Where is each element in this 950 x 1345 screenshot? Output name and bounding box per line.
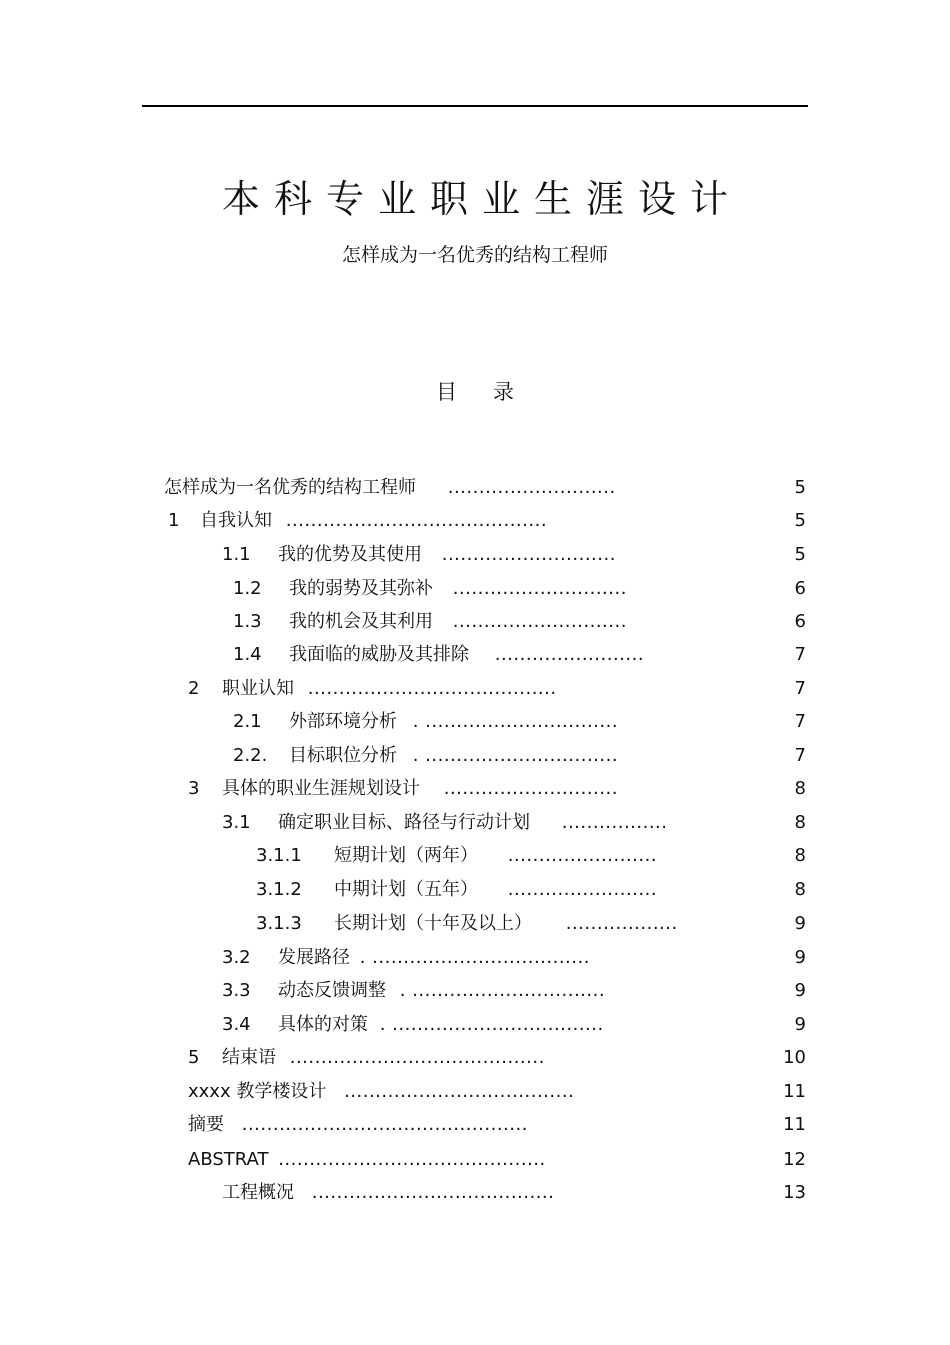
toc-entry[interactable] — [188, 1146, 546, 1174]
toc-entry-page: 9 — [794, 1014, 806, 1035]
toc-entry-page: 11 — [783, 1081, 806, 1102]
toc-entry-page: 7 — [794, 745, 806, 766]
toc-entry[interactable] — [256, 876, 657, 904]
toc-entry[interactable] — [256, 842, 657, 870]
toc-entry-page: 11 — [783, 1114, 806, 1135]
toc-entry-label: 职业认知 — [222, 678, 294, 699]
toc-entry-label: 具体的对策 — [278, 1014, 368, 1035]
toc-entry-page: 7 — [794, 678, 806, 699]
toc-entry-label: 摘要 — [188, 1114, 224, 1135]
toc-entry-leader: ..................................... — [344, 1081, 575, 1102]
toc-heading: 目录 — [436, 380, 550, 404]
toc-entry-label: xxxx 教学楼设计 — [188, 1081, 327, 1102]
toc-entry[interactable] — [222, 809, 668, 837]
toc-entry[interactable] — [222, 944, 590, 972]
toc-entry[interactable] — [188, 1078, 574, 1106]
toc-entry[interactable] — [188, 1044, 545, 1072]
toc-entry[interactable] — [188, 1111, 528, 1139]
toc-entry-page: 7 — [794, 644, 806, 665]
toc-entry-leader: ................. — [561, 812, 668, 833]
toc-entry-number: 2.2. — [233, 745, 268, 766]
toc-entry-label: 我的优势及其使用 — [278, 544, 422, 565]
toc-entry-page: 5 — [794, 510, 806, 531]
toc-entry-leader: ........................ — [507, 845, 658, 866]
toc-entry-page: 13 — [783, 1182, 806, 1203]
toc-entry-leader: ............................ — [452, 611, 627, 632]
toc-entry-leader: ............................ — [443, 778, 618, 799]
toc-entry-number: 3.3 — [222, 980, 251, 1001]
toc-entry-page: 7 — [794, 711, 806, 732]
toc-entry-page: 9 — [794, 980, 806, 1001]
toc-entry-page: 8 — [794, 879, 806, 900]
header-rule — [142, 105, 808, 107]
toc-entry-number: 3 — [188, 778, 200, 799]
toc-entry-number: 3.1.2 — [256, 879, 302, 900]
toc-entry-leader: . ............................... — [412, 745, 619, 766]
toc-entry[interactable] — [233, 708, 618, 736]
toc-entry-leader: . ............................... — [399, 980, 606, 1001]
toc-entry-page: 10 — [783, 1047, 806, 1068]
toc-entry-label: 我面临的威胁及其排除 — [289, 644, 469, 665]
toc-entry[interactable] — [168, 507, 547, 535]
toc-entry[interactable] — [233, 641, 644, 669]
toc-entry-leader: ........................................ — [307, 678, 557, 699]
toc-entry-label: 短期计划（两年） — [334, 845, 478, 866]
toc-entry[interactable] — [222, 1011, 604, 1039]
toc-entry-page: 6 — [794, 611, 806, 632]
toc-entry[interactable] — [222, 1179, 554, 1207]
toc-entry-number: 1 — [168, 510, 180, 531]
toc-entry-label: 确定职业目标、路径与行动计划 — [278, 812, 530, 833]
toc-entry-leader: ........................ — [507, 879, 658, 900]
toc-entry-page: 5 — [794, 477, 806, 498]
toc-entry[interactable] — [188, 675, 557, 703]
toc-entry[interactable] — [233, 742, 618, 770]
toc-entry-label: 动态反馈调整 — [278, 980, 386, 1001]
toc-entry-leader: ......................................... — [289, 1047, 545, 1068]
toc-entry-leader: . ............................... — [412, 711, 619, 732]
toc-entry-number: 1.4 — [233, 644, 262, 665]
toc-entry-page: 8 — [794, 845, 806, 866]
toc-entry-page: 12 — [783, 1149, 806, 1170]
toc-entry-label: ABSTRAT — [188, 1149, 269, 1170]
toc-entry-label: 我的机会及其利用 — [289, 611, 433, 632]
document-subtitle: 怎样成为一名优秀的结构工程师 — [341, 244, 608, 266]
toc-entry-number: 3.1.1 — [256, 845, 302, 866]
toc-entry-page: 9 — [794, 947, 806, 968]
toc-entry-page: 6 — [794, 578, 806, 599]
toc-entry-label: 自我认知 — [200, 510, 272, 531]
toc-entry-number: 5 — [188, 1047, 200, 1068]
toc-entry-leader: .......................................... — [285, 510, 548, 531]
toc-entry-label: 外部环境分析 — [289, 711, 397, 732]
toc-entry[interactable] — [222, 541, 616, 569]
toc-entry-label: 工程概况 — [222, 1182, 294, 1203]
toc-entry-page: 8 — [794, 778, 806, 799]
toc-entry[interactable] — [188, 775, 618, 803]
toc-entry-number: 3.2 — [222, 947, 251, 968]
toc-entry-label: 目标职位分析 — [289, 745, 397, 766]
toc-entry-number: 2 — [188, 678, 200, 699]
toc-entry-label: 怎样成为一名优秀的结构工程师 — [164, 477, 416, 498]
toc-entry-number: 1.1 — [222, 544, 251, 565]
toc-entry[interactable] — [256, 910, 678, 938]
toc-entry-number: 3.1 — [222, 812, 251, 833]
toc-entry[interactable] — [222, 977, 605, 1005]
toc-entry-leader: ........................................... — [278, 1149, 546, 1170]
toc-entry-leader: ............................ — [452, 578, 627, 599]
toc-entry-page: 9 — [794, 913, 806, 934]
toc-entry-leader: .................. — [565, 913, 678, 934]
toc-entry-leader: . .................................. — [379, 1014, 604, 1035]
toc-entry-leader: ........................ — [494, 644, 645, 665]
toc-entry-page: 8 — [794, 812, 806, 833]
toc-entry-number: 1.3 — [233, 611, 262, 632]
toc-entry-label: 中期计划（五年） — [334, 879, 478, 900]
document-title: 本科专业职业生涯设计 — [221, 177, 742, 221]
toc-entry[interactable] — [233, 575, 627, 603]
toc-entry-label: 我的弱势及其弥补 — [289, 578, 433, 599]
toc-entry[interactable] — [164, 474, 616, 502]
toc-entry-page: 5 — [794, 544, 806, 565]
toc-entry-label: 具体的职业生涯规划设计 — [222, 778, 420, 799]
toc-entry-label: 长期计划（十年及以上） — [334, 913, 532, 934]
toc-entry-number: 1.2 — [233, 578, 262, 599]
toc-entry-leader: . ................................... — [359, 947, 590, 968]
toc-entry-label: 发展路径 — [278, 947, 350, 968]
toc-entry-leader: .............................................. — [241, 1114, 528, 1135]
toc-entry-number: 2.1 — [233, 711, 262, 732]
toc-entry-leader: ............................ — [441, 544, 616, 565]
toc-entry-label: 结束语 — [222, 1047, 276, 1068]
toc-entry-number: 3.4 — [222, 1014, 251, 1035]
toc-entry-number: 3.1.3 — [256, 913, 302, 934]
toc-entry-leader: ........................... — [447, 477, 616, 498]
toc-entry-leader: ....................................... — [311, 1182, 555, 1203]
toc-entry[interactable] — [233, 608, 627, 636]
